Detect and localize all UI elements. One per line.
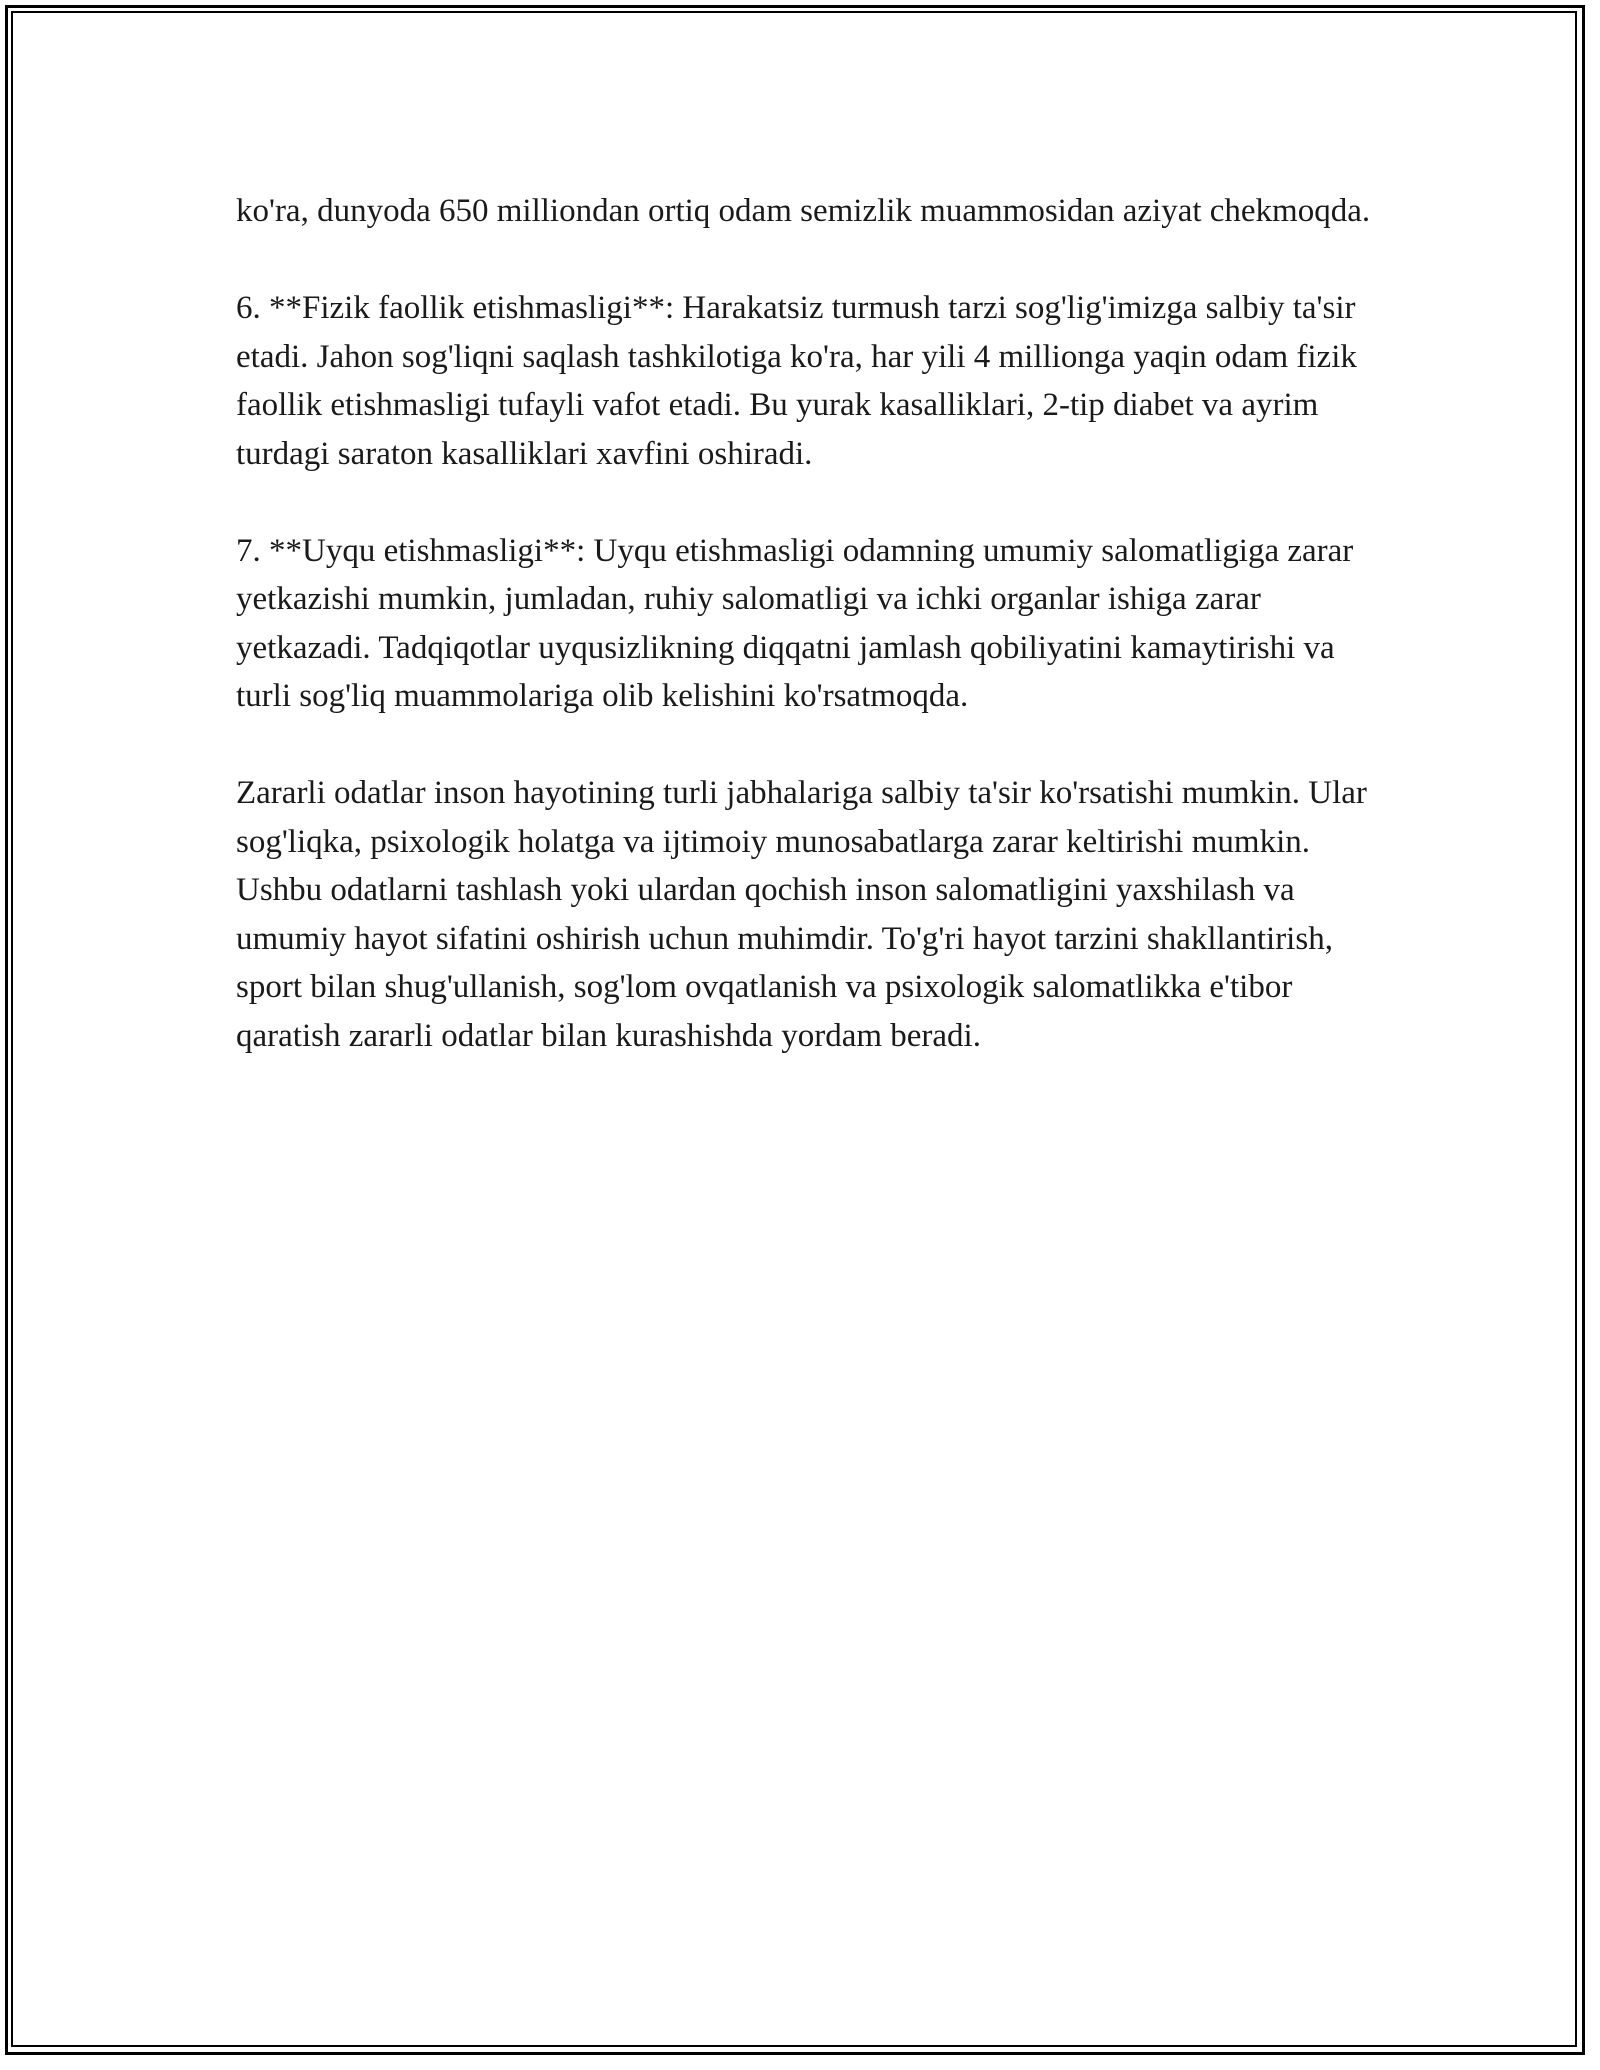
paragraph-obesity-continuation: ko'ra, dunyoda 650 milliondan ortiq odam semizlik muammosidan aziyat chekmoqda. xyxy=(236,193,1371,229)
document-body xyxy=(236,187,1376,1109)
paragraph-conclusion: Zararli odatlar inson hayotining turli jabhalariga salbiy ta'sir ko'rsatishi mumkin. Ular sog'liqka, psixologik holatga va ijtimoiy munosabatlarga zarar keltirishi mumkin. Ushbu odatlarni tashlash yoki ulardan qochish inson salomatligini yaxshilash va umumiy hayot sifatini oshirish uchun muhimdir. To'g'ri hayot tarzini shakllantirish, sport bilan shug'ullanish, sog'lom ovqatlanish va psixologik salomatlikka e'tibor qaratish zararli odatlar bilan kurashishda yordam beradi. xyxy=(236,775,1367,1054)
paragraph-physical-inactivity: 6. **Fizik faollik etishmasligi**: Harakatsiz turmush tarzi sog'lig'imizga salbiy ta'sir etadi. Jahon sog'liqni saqlash tashkilotiga ko'ra, har yili 4 millionga yaqin odam fizik faollik etishmasligi tufayli vafot etadi. Bu yurak kasalliklari, 2-tip diabet va ayrim turdagi saraton kasalliklari xavfini oshiradi. xyxy=(236,290,1357,472)
paragraph-sleep-deprivation: 7. **Uyqu etishmasligi**: Uyqu etishmasligi odamning umumiy salomatligiga zarar yetkazishi mumkin, jumladan, ruhiy salomatligi va ichki organlar ishiga zarar yetkazadi. Tadqiqotlar uyqusizlikning diqqatni jamlash qobiliyatini kamaytirishi va turli sog'liq muammolariga olib kelishini ko'rsatmoqda. xyxy=(236,532,1354,714)
